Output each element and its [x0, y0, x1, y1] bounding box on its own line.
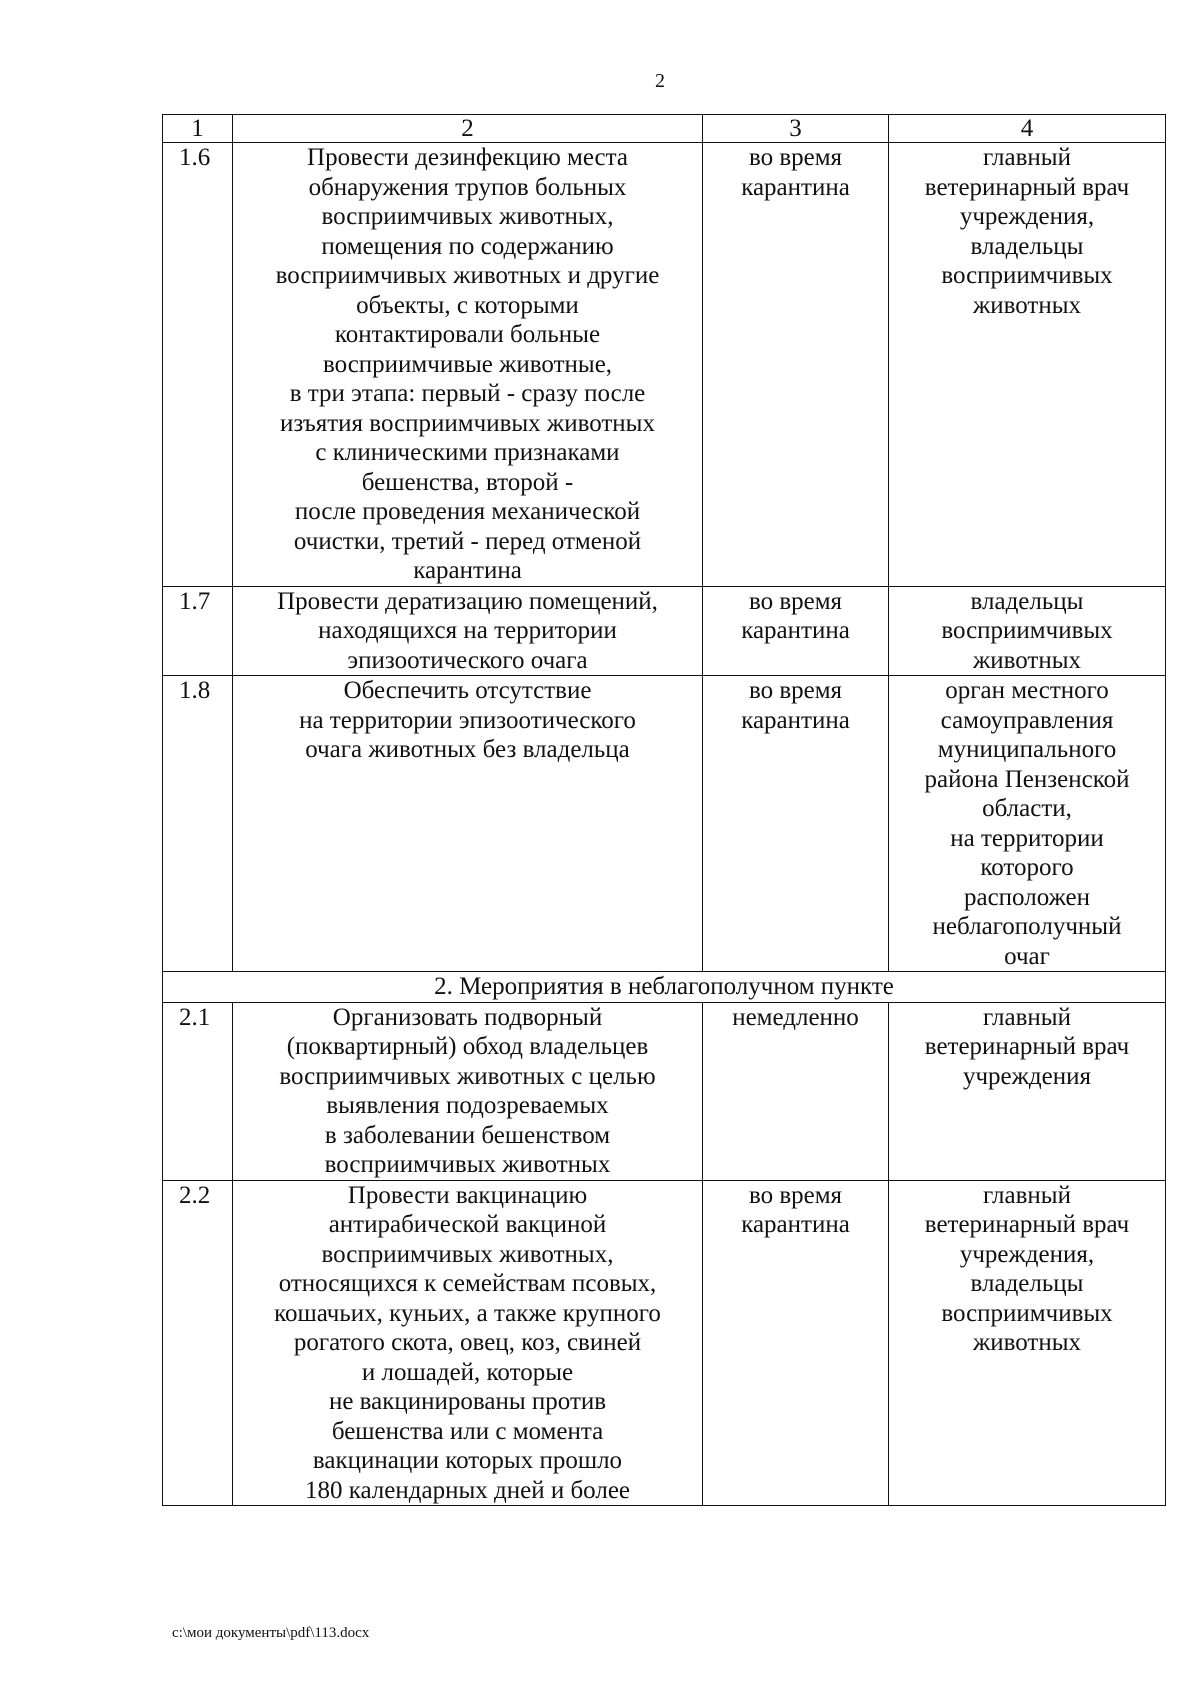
table-row: [163, 1180, 1166, 1506]
section-heading: 2. Мероприятия в неблагополучном пункте: [163, 972, 1166, 1003]
row-term: во время карантина: [703, 143, 889, 587]
header-cell: 1: [163, 115, 233, 143]
row-action: Провести дератизацию помещений, находящихся на территории эпизоотического очага: [233, 586, 703, 676]
row-responsible: главный ветеринарный врач учреждения: [889, 1002, 1166, 1180]
row-number: 2.1: [163, 1002, 233, 1180]
row-number: 2.2: [163, 1180, 233, 1506]
page-number: 2: [655, 70, 665, 92]
row-action: Провести дезинфекцию места обнаружения трупов больных восприимчивых животных, помещения по содержанию восприимчивых животных и другие объекты, с которыми контактировали больные восприимчивые животные, в три этапа: первый - сразу после изъятия восприимчивых животных с клиническими признаками бешенства, второй - после проведения механической очистки, третий - перед отменой карантина: [233, 143, 703, 587]
header-cell: 2: [233, 115, 703, 143]
row-term: во время карантина: [703, 1180, 889, 1506]
section-heading-row: [163, 972, 1166, 1003]
measures-table: [162, 114, 1166, 1506]
row-action: Организовать подворный (поквартирный) обход владельцев восприимчивых животных с целью выявления подозреваемых в заболевании бешенством восприимчивых животных: [233, 1002, 703, 1180]
table-row: [163, 1002, 1166, 1180]
table-row: [163, 676, 1166, 972]
row-term: во время карантина: [703, 586, 889, 676]
row-responsible: главный ветеринарный врач учреждения, владельцы восприимчивых животных: [889, 143, 1166, 587]
file-path-footer: c:\мои документы\pdf\113.docx: [172, 1625, 370, 1641]
row-responsible: главный ветеринарный врач учреждения, владельцы восприимчивых животных: [889, 1180, 1166, 1506]
header-cell: 4: [889, 115, 1166, 143]
table-row: [163, 586, 1166, 676]
row-action: Обеспечить отсутствие на территории эпизоотического очага животных без владельца: [233, 676, 703, 972]
row-responsible: владельцы восприимчивых животных: [889, 586, 1166, 676]
row-term: немедленно: [703, 1002, 889, 1180]
table-header-row: [163, 115, 1166, 143]
row-action: Провести вакцинацию антирабической вакциной восприимчивых животных, относящихся к семействам псовых, кошачьих, куньих, а также крупного рогатого скота, овец, коз, свиней и лошадей, которые не вакцинированы против бешенства или с момента вакцинации которых прошло 180 календарных дней и более: [233, 1180, 703, 1506]
row-number: 1.8: [163, 676, 233, 972]
row-term: во время карантина: [703, 676, 889, 972]
row-number: 1.7: [163, 586, 233, 676]
header-cell: 3: [703, 115, 889, 143]
row-number: 1.6: [163, 143, 233, 587]
row-responsible: орган местного самоуправления муниципального района Пензенской области, на территории которого расположен неблагополучный очаг: [889, 676, 1166, 972]
table-row: [163, 143, 1166, 587]
